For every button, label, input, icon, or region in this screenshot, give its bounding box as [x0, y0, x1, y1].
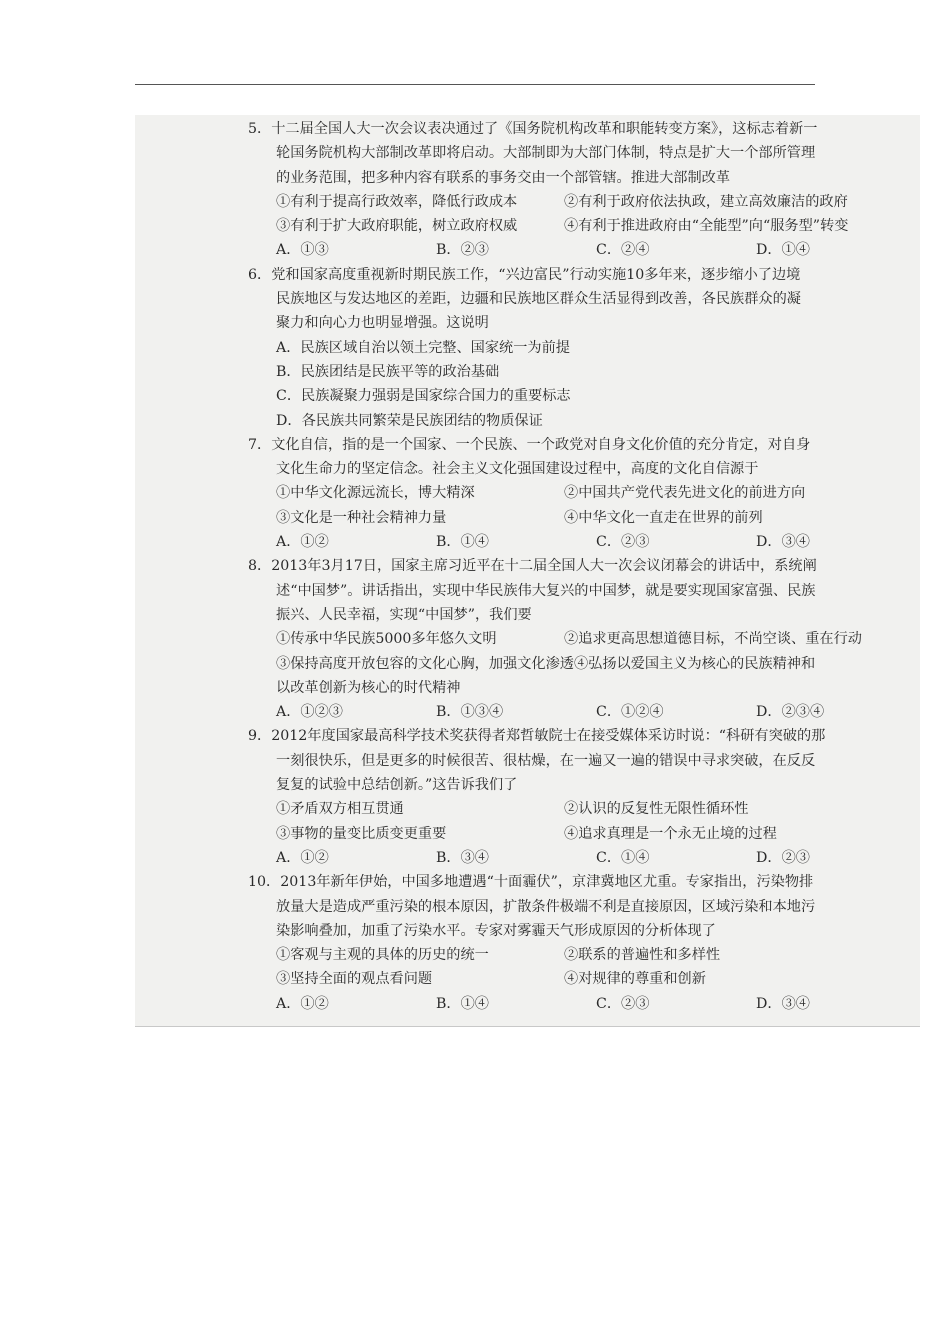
statement: ④有利于推进政府由“全能型”向“服务型”转变 [564, 218, 849, 235]
question-text-line: 6．党和国家高度重视新时期民族工作，“兴边富民”行动实施10多年来，逐步缩小了边境 [248, 266, 801, 283]
statement-row [248, 481, 913, 505]
statement: ③文化是一种社会精神力量 [276, 509, 447, 526]
question-8 [248, 554, 913, 724]
scan-bottom-edge [135, 1026, 920, 1027]
option-d: D．③④ [756, 995, 810, 1012]
question-7 [248, 433, 913, 554]
statement: ①传承中华民族5000多年悠久文明 [276, 631, 497, 648]
options-row [248, 238, 913, 262]
question-text-line: 聚力和向心力也明显增强。这说明 [276, 315, 489, 332]
statement: ④中华文化一直走在世界的前列 [564, 509, 763, 526]
option-a: A．①② [276, 995, 329, 1012]
statement-row [248, 627, 913, 651]
question-6 [248, 263, 913, 433]
statement: ②追求更高思想道德目标，不尚空谈、重在行动 [564, 631, 862, 648]
question-text-line: 一刻很快乐，但是更多的时候很苦、很枯燥，在一遍又一遍的错误中寻求突破，在反反 [276, 752, 816, 769]
question-text-line: 轮国务院机构大部制改革即将启动。大部制即为大部门体制，特点是扩大一个部所管理 [276, 145, 816, 162]
statement: ②联系的普遍性和多样性 [564, 947, 721, 964]
option-b: B．①④ [436, 534, 489, 551]
option-d: D．②③④ [756, 704, 825, 721]
option-d: D．各民族共同繁荣是民族团结的物质保证 [276, 412, 543, 429]
statement: ①矛盾双方相互贯通 [276, 801, 404, 818]
options-row [248, 530, 913, 554]
question-text-line: 染影响叠加，加重了污染水平。专家对雾霾天气形成原因的分析体现了 [276, 922, 716, 939]
option-b: B．①③④ [436, 704, 504, 721]
option-b: B．①④ [436, 995, 489, 1012]
option-a: A．①②③ [276, 704, 343, 721]
option-c: C．民族凝聚力强弱是国家综合国力的重要标志 [276, 388, 571, 405]
option-c: C．②③ [596, 995, 650, 1012]
statement: ①中华文化源远流长，博大精深 [276, 485, 475, 502]
question-10 [248, 870, 913, 1016]
statement-row [248, 214, 913, 238]
question-5 [248, 117, 913, 263]
options-row [248, 846, 913, 870]
question-text-line: 7．文化自信，指的是一个国家、一个民族、一个政党对自身文化价值的充分肯定，对自身 [248, 436, 811, 453]
statement-row [248, 506, 913, 530]
options-row [248, 700, 913, 724]
option-a: A．民族区域自治以领土完整、国家统一为前提 [276, 339, 570, 356]
question-text-line: 9．2012年度国家最高科学技术奖获得者郑哲敏院士在接受媒体采访时说：“科研有突破的那 [248, 728, 826, 745]
question-text-line: 10．2013年新年伊始，中国多地遭遇“十面霾伏”，京津冀地区尤重。专家指出，污染物排 [248, 874, 814, 891]
statement: ①有利于提高行政效率，降低行政成本 [276, 193, 518, 210]
question-text-line: 放量大是造成严重污染的根本原因，扩散条件极端不利是直接原因，区域污染和本地污 [276, 898, 816, 915]
questions-block [248, 117, 913, 1016]
question-text-line: 振兴、人民幸福，实现“中国梦”，我们要 [276, 606, 532, 623]
statement: ②认识的反复性无限性循环性 [564, 801, 749, 818]
statement: ②中国共产党代表先进文化的前进方向 [564, 485, 806, 502]
option-c: C．②③ [596, 534, 650, 551]
statement-row [248, 967, 913, 991]
statement: ②有利于政府依法执政，建立高效廉洁的政府 [564, 193, 848, 210]
question-text-line: 的业务范围，把多种内容有联系的事务交由一个部管辖。推进大部制改革 [276, 169, 731, 186]
option-c: C．②④ [596, 242, 650, 259]
option-c: C．①④ [596, 849, 650, 866]
statement-row [248, 943, 913, 967]
option-c: C．①②④ [596, 704, 664, 721]
question-9 [248, 724, 913, 870]
option-d: D．②③ [756, 849, 810, 866]
statement: ③有利于扩大政府职能，树立政府权威 [276, 218, 518, 235]
statement: ①客观与主观的具体的历史的统一 [276, 947, 489, 964]
question-text-line: 述“中国梦”。讲话指出，实现中华民族伟大复兴的中国梦，就是要实现国家富强、民族 [276, 582, 816, 599]
option-b: B．③④ [436, 849, 489, 866]
question-text-line: 5．十二届全国人大一次会议表决通过了《国务院机构改革和职能转变方案》，这标志着新一 [248, 121, 818, 137]
option-a: A．①② [276, 849, 329, 866]
option-a: A．①② [276, 534, 329, 551]
question-text-line: 8．2013年3月17日，国家主席习近平在十二届全国人大一次会议闭幕会的讲话中，系统阐 [248, 558, 817, 575]
options-row [248, 992, 913, 1016]
statement-line: 以改革创新为核心的时代精神 [276, 679, 461, 696]
statement: ③事物的量变比质变更重要 [276, 825, 447, 842]
option-b: B．民族团结是民族平等的政治基础 [276, 363, 500, 380]
option-a: A．①③ [276, 242, 329, 259]
option-d: D．③④ [756, 534, 810, 551]
question-text-line: 复复的试验中总结创新。”这告诉我们了 [276, 777, 518, 794]
header-rule [135, 84, 815, 85]
statement: ④对规律的尊重和创新 [564, 971, 706, 988]
question-text-line: 民族地区与发达地区的差距，边疆和民族地区群众生活显得到改善，各民族群众的凝 [276, 291, 801, 308]
statement: ③坚持全面的观点看问题 [276, 971, 433, 988]
statement-row [248, 797, 913, 821]
statement-line: ③保持高度开放包容的文化心胸，加强文化渗透④弘扬以爱国主义为核心的民族精神和 [276, 655, 816, 672]
question-text-line: 文化生命力的坚定信念。社会主义文化强国建设过程中，高度的文化自信源于 [276, 461, 759, 478]
option-b: B．②③ [436, 242, 489, 259]
option-d: D．①④ [756, 242, 810, 259]
scanned-exam-page [135, 115, 920, 1027]
statement-row [248, 822, 913, 846]
statement-row [248, 190, 913, 214]
statement: ④追求真理是一个永无止境的过程 [564, 825, 777, 842]
